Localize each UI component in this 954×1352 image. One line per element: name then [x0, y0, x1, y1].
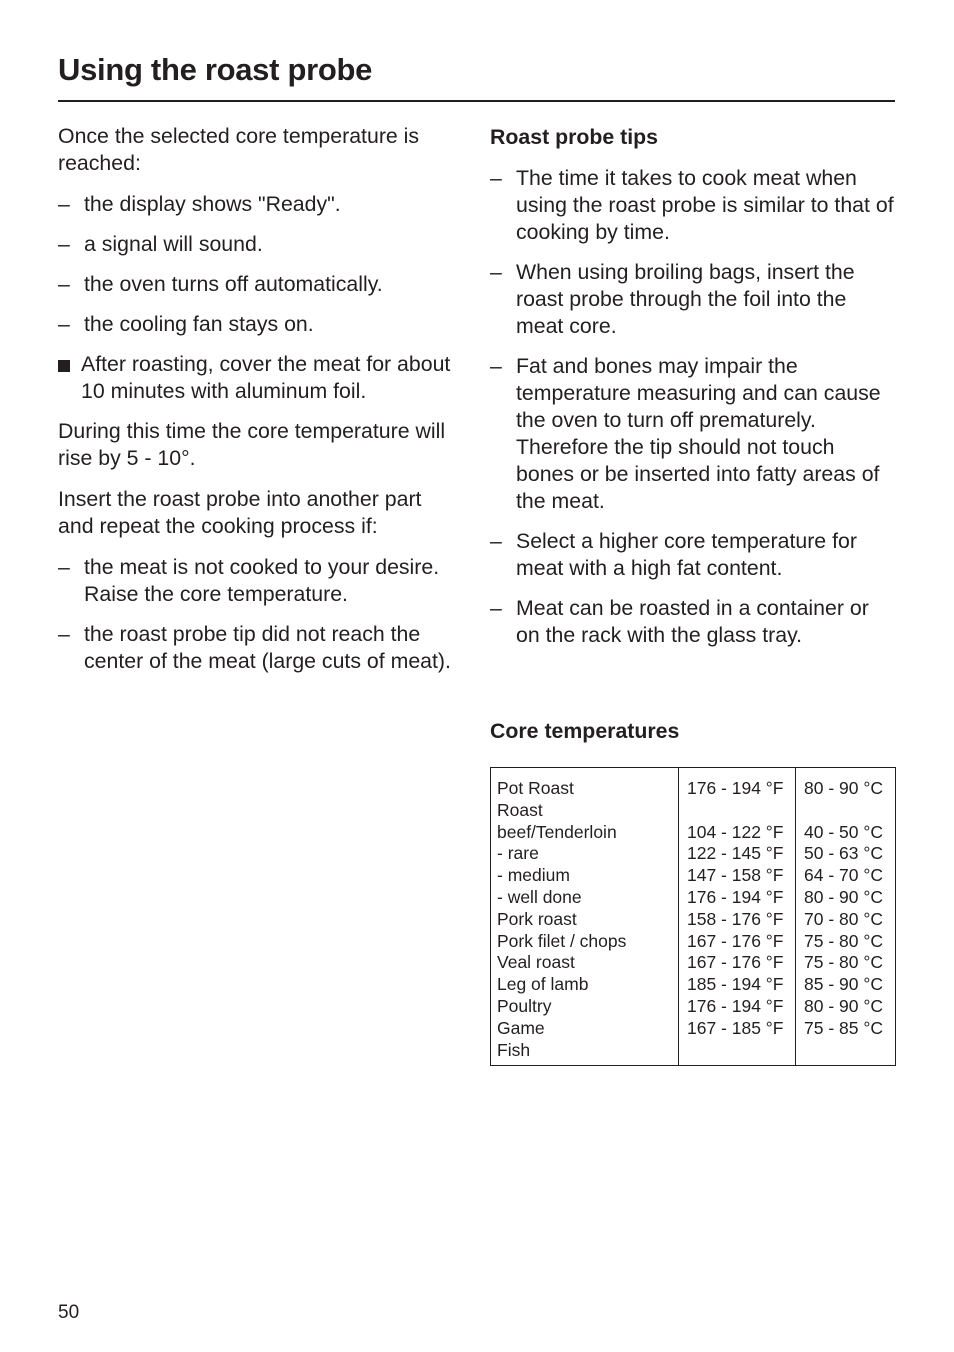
- celsius-cell: 75 - 80 °C: [804, 930, 883, 951]
- tips-heading: Roast probe tips: [490, 125, 659, 149]
- list-item: – Select a higher core temperature for meat with a high fat content.: [490, 528, 895, 582]
- fahrenheit-cell: 104 - 122 °F: [687, 821, 784, 842]
- meat-column: [491, 768, 679, 1066]
- meat-cell: Leg of lamb: [497, 974, 589, 995]
- celsius-cell: [804, 1040, 895, 1062]
- fahrenheit-cell: 167 - 176 °F: [687, 930, 784, 951]
- fahrenheit-cell: 176 - 194 °F: [687, 778, 784, 798]
- list-item: – the oven turns off automatically.: [58, 271, 458, 298]
- meat-cell: Pork roast: [497, 908, 577, 929]
- meat-cell: - medium: [497, 865, 570, 886]
- celsius-cell: [804, 800, 895, 822]
- bullet-after-roasting: [58, 351, 458, 405]
- fahrenheit-cell: 176 - 194 °F: [687, 886, 784, 907]
- meat-cell: Pork filet / chops: [497, 930, 627, 951]
- meat-cell: Veal roast: [497, 952, 575, 973]
- list-item: – the meat is not cooked to your desire. Raise the core temperature.: [58, 554, 458, 608]
- fahrenheit-cell: 176 - 194 °F: [687, 995, 784, 1016]
- square-bullet-icon: [58, 360, 70, 372]
- celsius-cell: 40 - 50 °C: [804, 821, 883, 842]
- list-item: – a signal will sound.: [58, 231, 458, 258]
- fahrenheit-cell: 185 - 194 °F: [687, 974, 784, 995]
- meat-cell: beef/Tenderloin: [497, 821, 617, 842]
- page-number: 50: [58, 1302, 80, 1323]
- fahrenheit-cell: 167 - 185 °F: [687, 1017, 784, 1038]
- right-column: [490, 123, 895, 662]
- fahrenheit-cell: 122 - 145 °F: [687, 843, 784, 864]
- list-item: – the cooling fan stays on.: [58, 311, 458, 338]
- list-item: – the display shows "Ready".: [58, 191, 458, 218]
- rise-text: During this time the core temperature will rise by 5 - 10°.: [58, 419, 446, 470]
- celsius-column: [796, 768, 896, 1066]
- core-temperatures-heading: Core temperatures: [490, 719, 680, 743]
- intro-text: Once the selected core temperature is reached:: [58, 124, 420, 175]
- celsius-cell: 50 - 63 °C: [804, 843, 883, 864]
- meat-cell: Poultry: [497, 995, 552, 1016]
- bullet-text: After roasting, cover the meat for about 10 minutes with aluminum foil.: [81, 352, 451, 403]
- fahrenheit-cell: [687, 800, 795, 822]
- fahrenheit-cell: 147 - 158 °F: [687, 865, 784, 886]
- fahrenheit-cell: 167 - 176 °F: [687, 952, 784, 973]
- meat-cell: Game: [497, 1017, 545, 1038]
- list-item: – The time it takes to cook meat when using the roast probe is similar to that of cooking by time.: [490, 165, 895, 246]
- celsius-cell: 80 - 90 °C: [804, 778, 883, 798]
- list-item: – When using broiling bags, insert the roast probe through the foil into the meat core.: [490, 259, 895, 340]
- list-item: – the roast probe tip did not reach the center of the meat (large cuts of meat).: [58, 621, 458, 675]
- fahrenheit-cell: 158 - 176 °F: [687, 908, 784, 929]
- list-item: – Meat can be roasted in a container or on the rack with the glass tray.: [490, 595, 895, 649]
- core-temperature-table: [490, 767, 896, 1066]
- celsius-cell: 75 - 80 °C: [804, 952, 883, 973]
- meat-cell: - rare: [497, 843, 539, 864]
- repeat-text: Insert the roast probe into another part and repeat the cooking process if:: [58, 487, 422, 538]
- meat-cell: Pot Roast: [497, 778, 574, 798]
- celsius-cell: 75 - 85 °C: [804, 1017, 883, 1038]
- meat-cell: Roast: [497, 799, 543, 820]
- celsius-cell: 85 - 90 °C: [804, 974, 883, 995]
- left-column: [58, 123, 458, 688]
- list-item: – Fat and bones may impair the temperature measuring and can cause the oven to turn off prematurely. Therefore the tip should not touch bones or be inserted into fatty areas of the meat.: [490, 353, 895, 515]
- celsius-cell: 64 - 70 °C: [804, 865, 883, 886]
- celsius-cell: 80 - 90 °C: [804, 886, 883, 907]
- celsius-cell: 70 - 80 °C: [804, 908, 883, 929]
- meat-cell: - well done: [497, 886, 582, 907]
- celsius-cell: 80 - 90 °C: [804, 995, 883, 1016]
- fahrenheit-cell: [687, 1040, 795, 1062]
- fahrenheit-column: [679, 768, 796, 1066]
- meat-cell: Fish: [497, 1039, 531, 1060]
- title-rule: [58, 100, 895, 102]
- page-title: Using the roast probe: [58, 52, 373, 87]
